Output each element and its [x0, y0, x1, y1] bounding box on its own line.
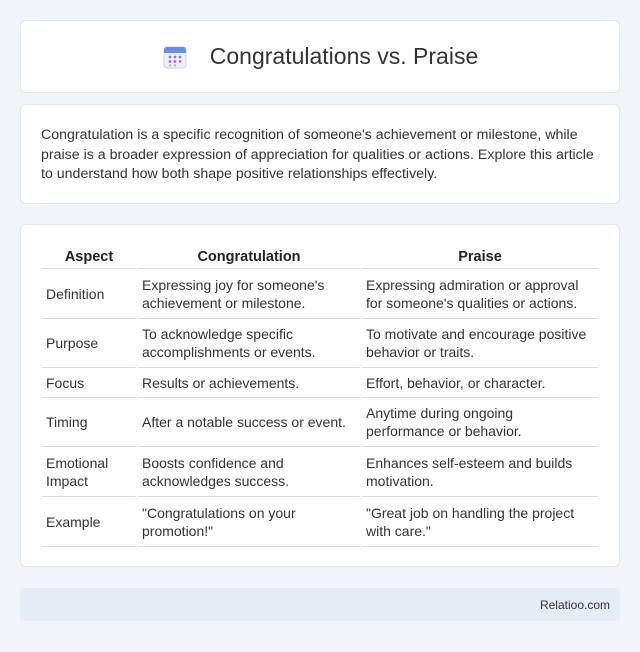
row-aspect: Focus [42, 368, 136, 398]
table-row [42, 398, 598, 447]
header-aspect: Aspect [42, 245, 136, 269]
row-aspect: Definition [42, 269, 136, 319]
table-header-row [42, 245, 598, 269]
table-row [42, 497, 598, 547]
footer [20, 588, 620, 621]
page-title: Congratulations vs. Praise [209, 43, 479, 69]
calendar-icon [162, 44, 188, 70]
table-card [20, 224, 620, 567]
comparison-table [40, 245, 600, 547]
row-congratulation: Boosts confidence and acknowledges success. [138, 447, 360, 497]
table-row [42, 447, 598, 497]
row-aspect: Example [42, 497, 136, 547]
row-congratulation: "Congratulations on your promotion!" [138, 497, 360, 547]
row-praise: "Great job on handling the project with care." [362, 497, 598, 547]
row-praise: Effort, behavior, or character. [362, 368, 598, 398]
row-aspect: Timing [42, 398, 136, 447]
row-praise: Expressing admiration or approval for someone's qualities or actions. [362, 269, 598, 319]
header-congratulation: Congratulation [138, 245, 360, 269]
intro-card [20, 104, 620, 204]
table-row [42, 319, 598, 368]
row-aspect: Emotional Impact [42, 447, 136, 497]
intro-text: Congratulation is a specific recognition of someone's achievement or milestone, while praise is a broader expression of appreciation for qualities or actions. Explore this article to understand how both shape positive relationships effectively. [41, 127, 594, 182]
row-congratulation: To acknowledge specific accomplishments or events. [138, 319, 360, 368]
title-card [20, 20, 620, 93]
header-praise: Praise [362, 245, 598, 269]
row-congratulation: After a notable success or event. [138, 398, 360, 447]
row-congratulation: Expressing joy for someone's achievement or milestone. [138, 269, 360, 319]
row-praise: Anytime during ongoing performance or behavior. [362, 398, 598, 447]
row-aspect: Purpose [42, 319, 136, 368]
row-praise: Enhances self-esteem and builds motivation. [362, 447, 598, 497]
table-row [42, 269, 598, 319]
table-row [42, 368, 598, 398]
footer-brand: Relatioo.com [539, 597, 610, 612]
row-congratulation: Results or achievements. [138, 368, 360, 398]
row-praise: To motivate and encourage positive behavior or traits. [362, 319, 598, 368]
